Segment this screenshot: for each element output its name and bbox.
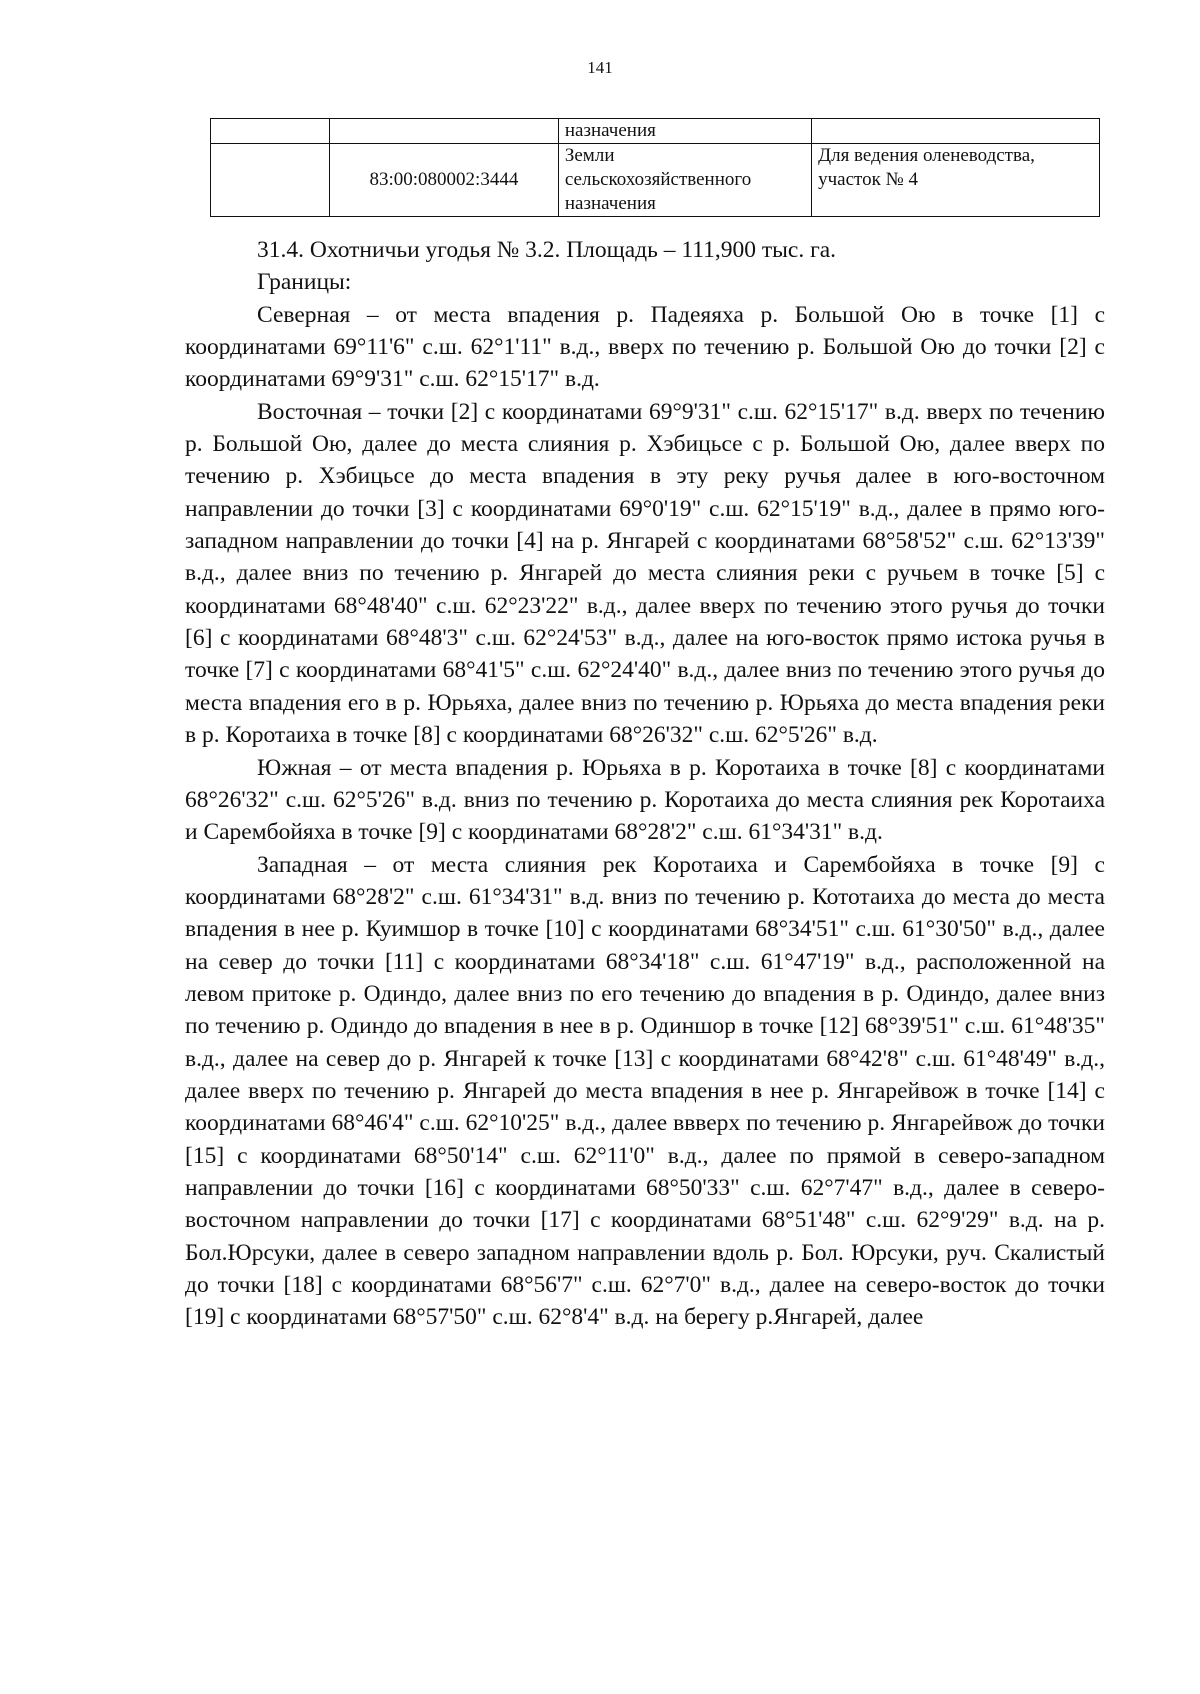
east-border-paragraph: Восточная – точки [2] с координатами 69°9'31" с.ш. 62°15'17" в.д. вверх по течению р. Большой Ою, далее до места слияния р. Хэбицьсе с р. Большой Ою, далее вверх по течению р. Хэбицьсе до места впадения в эту реку ручья далее в юго-восточном направлении до точки [3] с координатами 69°0'19" с.ш. 62°15'19" в.д., далее в прямо юго-западном направлении до точки [4] на р. Янгарей с координатами 68°58'52" с.ш. 62°13'39" в.д., далее вниз по течению р. Янгарей до места слияния реки с ручьем в точке [5] с координатами 68°48'40" с.ш. 62°23'22" в.д., далее вверх по течению этого ручья до точки [6] с координатами 68°48'3" с.ш. 62°24'53" в.д., далее на юго-восток прямо истока ручья в точке [7] с координатами 68°41'5" с.ш. 62°24'40" в.д., далее вниз по течению этого ручья до места впадения его в р. Юрьяха, далее вниз по течению р. Юрьяха до места впадения реки в р. Коротаиха в точке [8] с координатами 68°26'32" с.ш. 62°5'26" в.д.: [185, 398, 1105, 749]
cadastral-number-cell: [330, 119, 559, 144]
table-cell-empty: [211, 144, 330, 217]
land-purpose-cell: [812, 119, 1100, 144]
south-border-paragraph: Южная – от места впадения р. Юрьяха в р. Коротаиха в точке [8] с координатами 68°26'32" с.ш. 62°5'26" в.д. вниз по течению р. Коротаиха до места слияния рек Коротаиха и Сарембойяха в точке [9] с координатами 68°28'2" с.ш. 61°34'31" в.д.: [185, 754, 1105, 846]
land-plot-table: [210, 118, 1100, 217]
cadastral-number-cell: 83:00:080002:3444: [330, 144, 559, 217]
table-cell-empty: [211, 119, 330, 144]
section-heading: 31.4. Охотничьи угодья № 3.2. Площадь – 111,900 тыс. га.: [257, 237, 837, 263]
borders-heading: Границы:: [257, 269, 352, 296]
table-row: [211, 119, 1100, 144]
land-category-cell: назначения: [558, 119, 811, 144]
table-row: [211, 144, 1100, 217]
north-border-paragraph: Северная – от места впадения р. Падеяяха р. Большой Ою в точке [1] с координатами 69°11'6" с.ш. 62°1'11" в.д., вверх по течению р. Большой Ою до точки [2] с координатами 69°9'31" с.ш. 62°15'17" в.д.: [185, 301, 1105, 393]
page-number: 141: [587, 58, 613, 77]
document-body: [185, 234, 1105, 1334]
land-category-cell: Земли сельскохозяйственного назначения: [558, 144, 811, 217]
west-border-paragraph: Западная – от места слияния рек Коротаиха и Сарембойяха в точке [9] с координатами 68°28'2" с.ш. 61°34'31" в.д. вниз по течению р. Кототаиха до места до места впадения в нее р. Куимшор в точке [10] с координатами 68°34'51" с.ш. 61°30'50" в.д., далее на север до точки [11] с координатами 68°34'18" с.ш. 61°47'19" в.д., расположенной на левом притоке р. Одиндо, далее вниз по его течению до впадения в р. Одиндо, далее вниз по течению р. Одиндо до впадения в нее в р. Одиншор в точке [12] 68°39'51" с.ш. 61°48'35" в.д., далее на север до р. Янгарей к точке [13] с координатами 68°42'8" с.ш. 61°48'49" в.д., далее вверх по течению р. Янгарей до места впадения в нее р. Янгарейвож в точке [14] с координатами 68°46'4" с.ш. 62°10'25" в.д., далее ввверх по течению р. Янгарейвож до точки [15] с координатами 68°50'14" с.ш. 62°11'0" в.д., далее по прямой в северо-западном направлении до точки [16] с координатами 68°50'33" с.ш. 62°7'47" в.д., далее в северо-восточном направлении до точки [17] с координатами 68°51'48" с.ш. 62°9'29" в.д. на р. Бол.Юрсуки, далее в северо западном направлении вдоль р. Бол. Юрсуки, руч. Скалистый до точки [18] с координатами 68°56'7" с.ш. 62°7'0" в.д., далее на северо-восток до точки [19] с координатами 68°57'50" с.ш. 62°8'4" в.д. на берегу р.Янгарей, далее: [185, 851, 1105, 1331]
land-purpose-cell: Для ведения оленеводства, участок № 4: [812, 144, 1100, 217]
